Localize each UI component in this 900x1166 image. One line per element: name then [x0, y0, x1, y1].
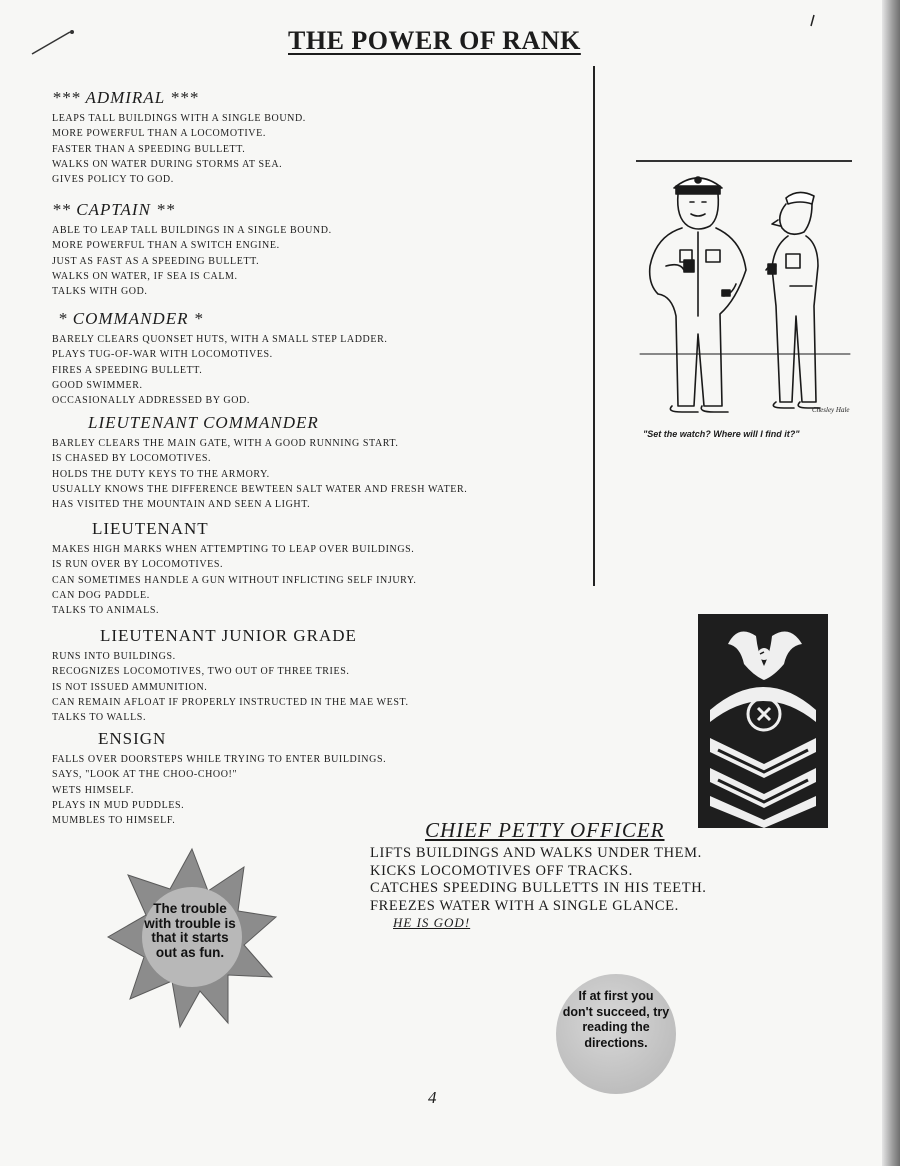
scan-mark-topleft [30, 28, 80, 58]
rank-line: BARLEY CLEARS THE MAIN GATE, WITH A GOOD RUNNING START. [52, 438, 399, 449]
rank-line: CAN SOMETIMES HANDLE A GUN WITHOUT INFLICTING SELF INJURY. [52, 574, 417, 586]
cartoon-signature: Chesley Hale [812, 406, 850, 414]
rank-line: BARELY CLEARS QUONSET HUTS, WITH A SMALL STEP LADDER. [52, 334, 388, 345]
rank-line: WETS HIMSELF. [52, 784, 134, 796]
rank-line: HAS VISITED THE MOUNTAIN AND SEEN A LIGHT. [52, 499, 311, 511]
rank-heading: LIEUTENANT JUNIOR GRADE [100, 626, 357, 645]
rank-line: RECOGNIZES LOCOMOTIVES, TWO OUT OF THREE TRIES. [52, 666, 350, 678]
rank-line: CAN REMAIN AFLOAT IF PROPERLY INSTRUCTED IN THE MAE WEST. [52, 696, 409, 708]
rank-lieutenant-junior-grade [52, 626, 409, 725]
page-edge-shadow [882, 0, 900, 1166]
rank-heading: *** ADMIRAL *** [52, 88, 199, 107]
column-divider [593, 66, 595, 586]
rank-line: HOLDS THE DUTY KEYS TO THE ARMORY. [52, 468, 270, 480]
rank-line: IS RUN OVER BY LOCOMOTIVES. [52, 559, 224, 571]
rank-heading: ** CAPTAIN ** [52, 200, 176, 219]
rank-line: FASTER THAN A SPEEDING BULLETT. [52, 143, 246, 155]
cpo-line: FREEZES WATER WITH A SINGLE GLANCE. [370, 897, 679, 914]
rank-line: SAYS, "LOOK AT THE CHOO-CHOO!" [52, 769, 238, 781]
scan-mark-topright [808, 14, 818, 28]
rank-line: RUNS INTO BUILDINGS. [52, 651, 176, 662]
rank-line: GOOD SWIMMER. [52, 379, 143, 391]
rank-admiral [52, 88, 306, 187]
rank-line: MORE POWERFUL THAN A LOCOMOTIVE. [52, 128, 266, 140]
rank-line: JUST AS FAST AS A SPEEDING BULLETT. [52, 255, 260, 267]
rank-captain [52, 200, 332, 299]
star-sticker-text: The trouble with trouble is that it starts out as fun. [144, 901, 236, 960]
rank-line: WALKS ON WATER DURING STORMS AT SEA. [52, 158, 283, 170]
cartoon-caption: "Set the watch? Where will I find it?" [643, 429, 800, 439]
rank-line: MUMBLES TO HIMSELF. [52, 815, 176, 827]
circle-sticker-text: If at first you don't succeed, try reading the directions. [562, 989, 670, 1050]
cpo-heading: CHIEF PETTY OFFICER [425, 818, 665, 842]
rank-line: PLAYS IN MUD PUDDLES. [52, 799, 185, 811]
rank-line: FIRES A SPEEDING BULLETT. [52, 364, 203, 376]
cpo-lines [370, 845, 707, 915]
rank-line: TALKS TO ANIMALS. [52, 605, 160, 617]
rank-lieutenant-commander [52, 413, 467, 512]
rank-line: TALKS TO WALLS. [52, 712, 147, 724]
rank-line: ABLE TO LEAP TALL BUILDINGS IN A SINGLE BOUND. [52, 225, 332, 236]
cpo-line: KICKS LOCOMOTIVES OFF TRACKS. [370, 862, 633, 879]
rank-heading: LIEUTENANT COMMANDER [88, 413, 319, 432]
page-title: THE POWER OF RANK [288, 26, 581, 55]
rank-heading: * COMMANDER * [58, 309, 204, 328]
rank-heading: ENSIGN [98, 729, 167, 748]
rank-line: IS CHASED BY LOCOMOTIVES. [52, 453, 212, 465]
cpo-line: LIFTS BUILDINGS AND WALKS UNDER THEM. [370, 845, 702, 861]
chief-petty-officer-insignia [698, 614, 828, 828]
rank-ensign [52, 729, 386, 828]
rank-line: TALKS WITH GOD. [52, 286, 148, 298]
rank-line: CAN DOG PADDLE. [52, 589, 150, 601]
rank-line: OCCASIONALLY ADDRESSED BY GOD. [52, 395, 250, 407]
rank-line: IS NOT ISSUED AMMUNITION. [52, 681, 208, 693]
rank-line: WALKS ON WATER, IF SEA IS CALM. [52, 270, 238, 282]
cartoon-top-rule [636, 160, 852, 162]
cpo-closing: HE IS GOD! [393, 915, 471, 930]
rank-heading: LIEUTENANT [92, 519, 209, 538]
rank-lieutenant [52, 519, 417, 618]
rank-line: MAKES HIGH MARKS WHEN ATTEMPTING TO LEAP OVER BUILDINGS. [52, 544, 415, 555]
rank-commander [52, 309, 387, 408]
page-number: 4 [428, 1088, 437, 1107]
rank-line: FALLS OVER DOORSTEPS WHILE TRYING TO ENTER BUILDINGS. [52, 754, 387, 765]
rank-line: GIVES POLICY TO GOD. [52, 174, 174, 186]
sailors-cartoon-illustration [636, 166, 856, 416]
rank-line: PLAYS TUG-OF-WAR WITH LOCOMOTIVES. [52, 349, 273, 361]
cpo-line: CATCHES SPEEDING BULLETTS IN HIS TEETH. [370, 880, 707, 896]
rank-line: MORE POWERFUL THAN A SWITCH ENGINE. [52, 240, 280, 252]
rank-line: LEAPS TALL BUILDINGS WITH A SINGLE BOUND. [52, 113, 306, 124]
rank-line: USUALLY KNOWS THE DIFFERENCE BEWTEEN SALT WATER AND FRESH WATER. [52, 483, 468, 495]
